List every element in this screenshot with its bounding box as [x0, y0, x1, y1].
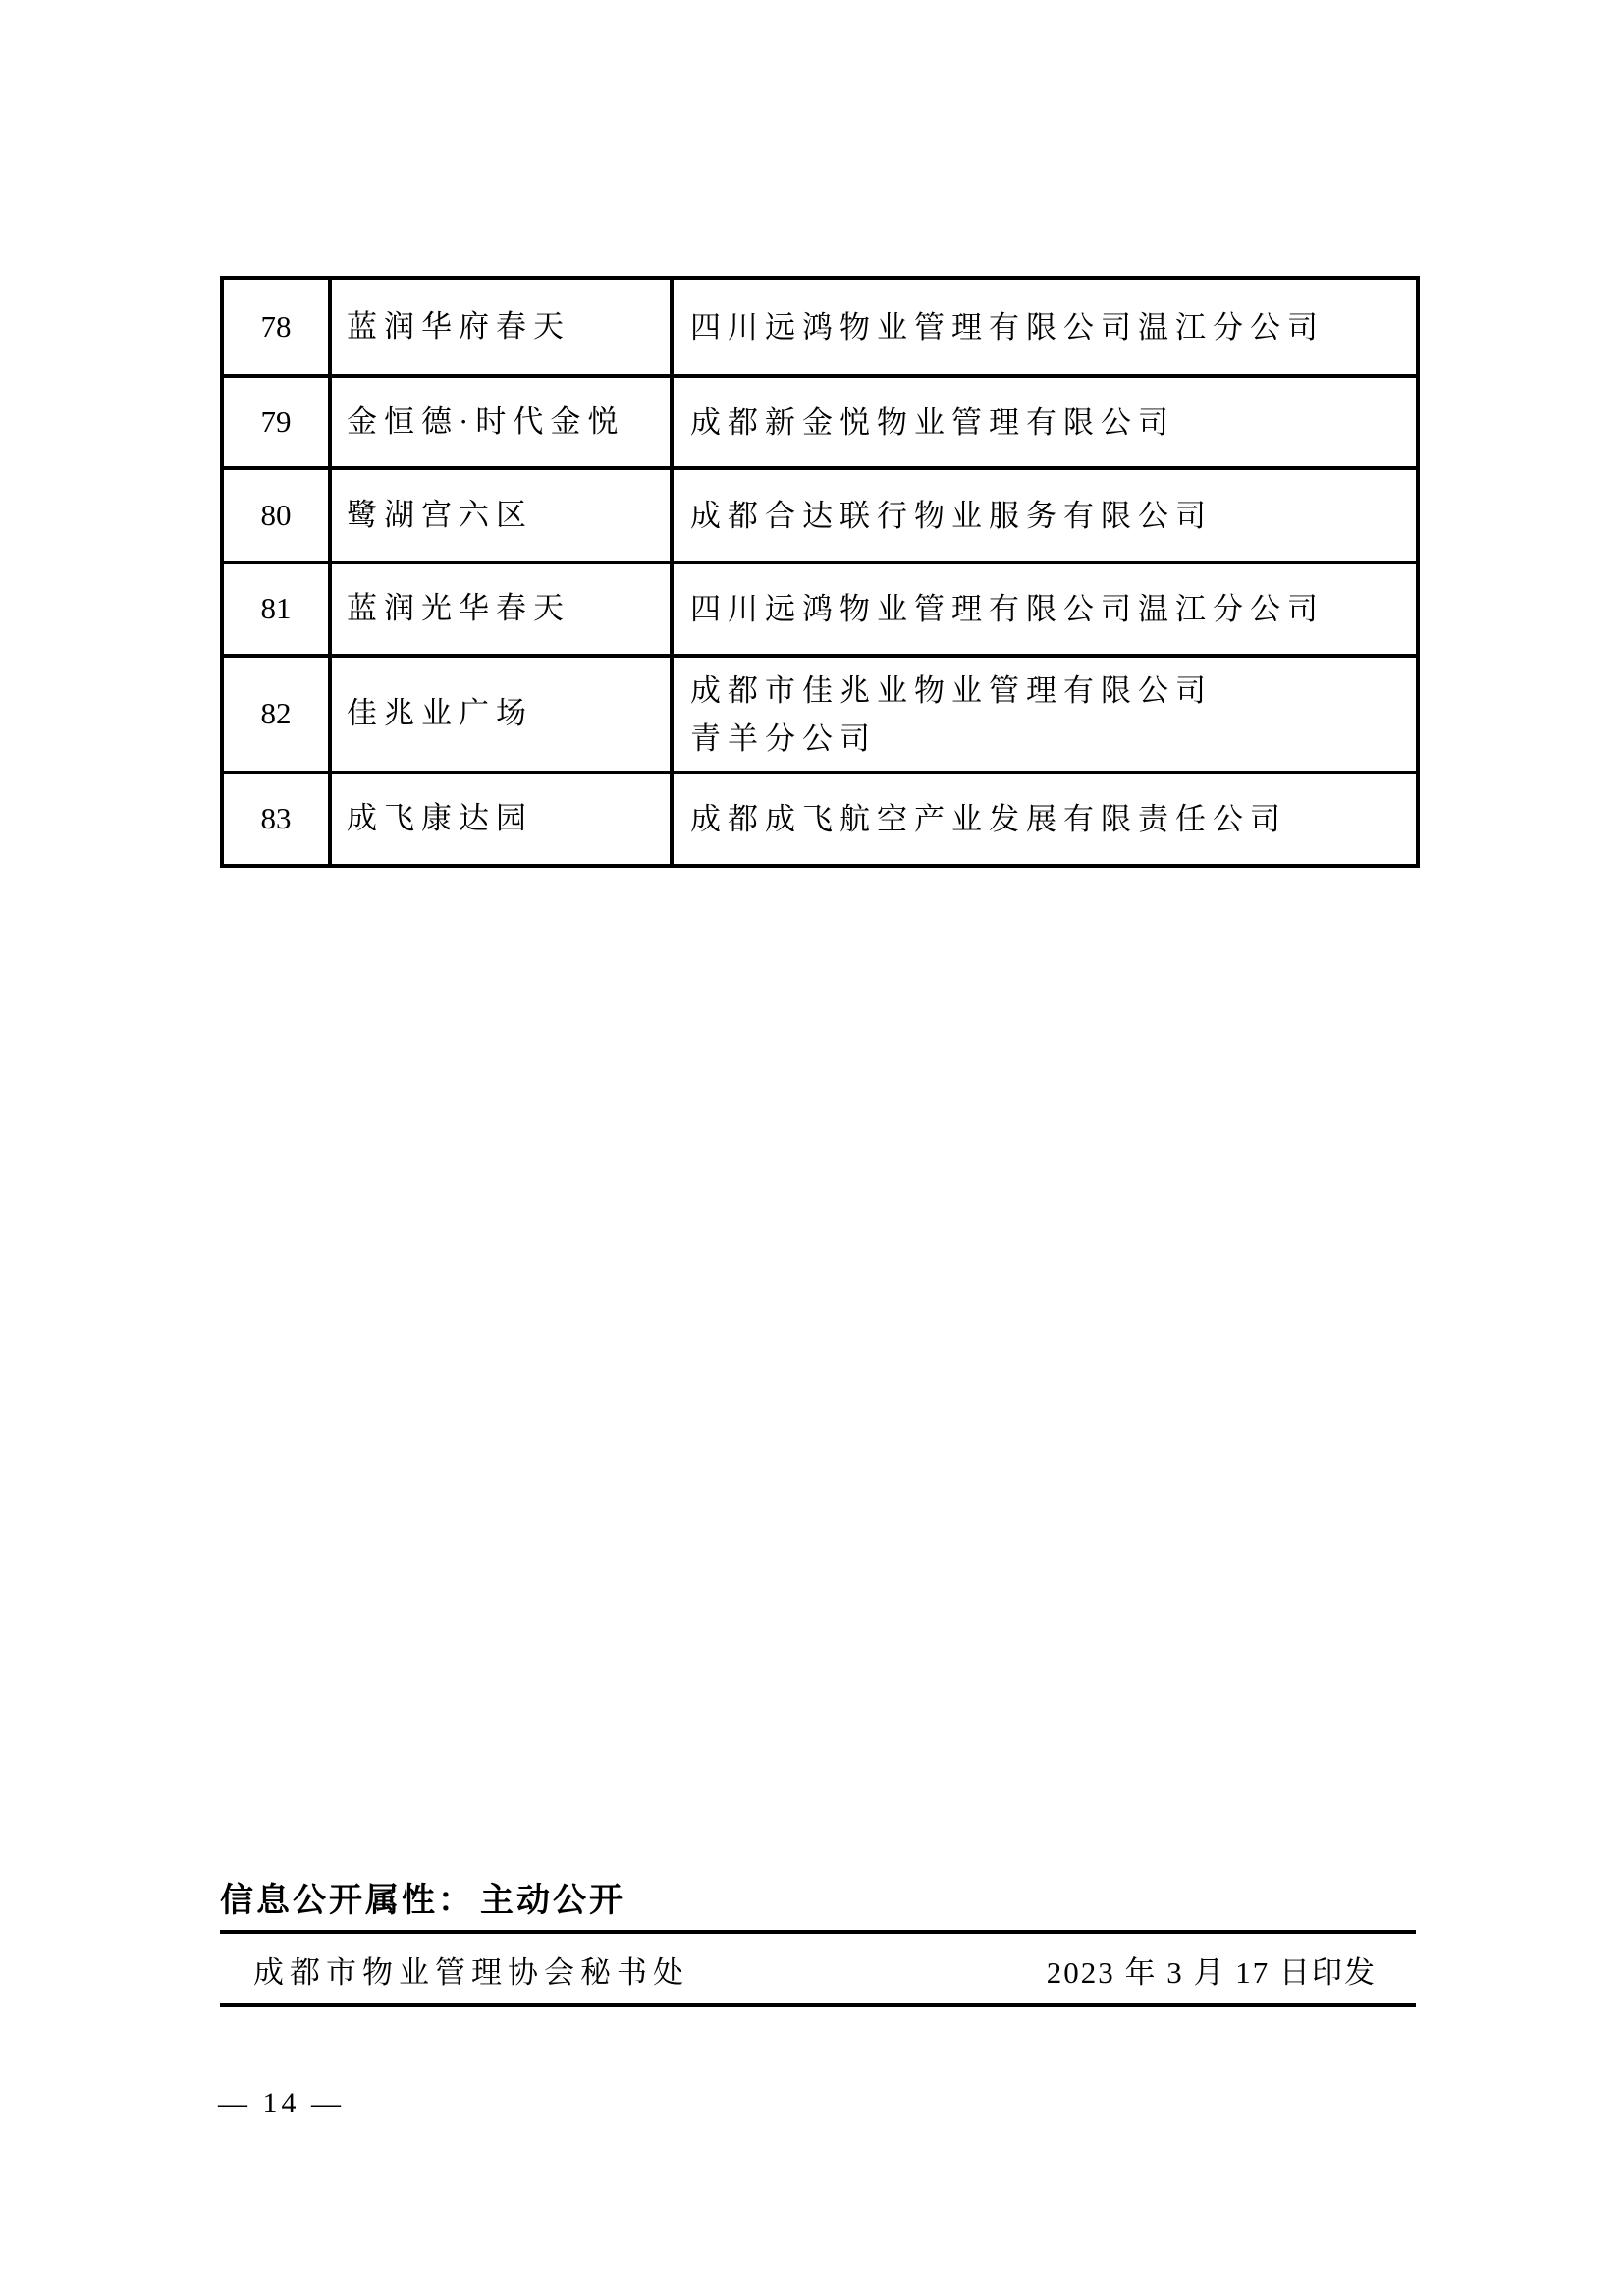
company-line: 四川远鸿物业管理有限公司温江分公司: [690, 592, 1325, 626]
table-row: [222, 376, 1418, 468]
row-number: 79: [222, 376, 330, 468]
property-name: 蓝润华府春天: [330, 278, 672, 376]
row-number: 82: [222, 656, 330, 773]
property-name: 鹭湖宫六区: [330, 468, 672, 562]
company-name: [672, 278, 1418, 376]
row-number: 78: [222, 278, 330, 376]
table-row: [222, 468, 1418, 562]
footer-rule-top: [220, 1930, 1416, 1934]
table-row: [222, 562, 1418, 656]
property-name: 金恒德·时代金悦: [330, 376, 672, 468]
table-row: [222, 278, 1418, 376]
table-row: [222, 656, 1418, 773]
footer-rule-bottom: [220, 2003, 1416, 2007]
company-name: [672, 656, 1418, 773]
issuer-name: 成都市物业管理协会秘书处: [253, 1954, 689, 1990]
company-line: 成都成飞航空产业发展有限责任公司: [690, 802, 1287, 836]
issuer-row: [220, 1938, 1416, 2001]
property-name: 蓝润光华春天: [330, 562, 672, 656]
company-line: 青羊分公司: [690, 721, 877, 756]
disclosure-value: 主动公开: [480, 1883, 625, 1919]
property-name: 成飞康达园: [330, 773, 672, 866]
company-name: [672, 468, 1418, 562]
disclosure-label: 信息公开属性：: [220, 1882, 474, 1919]
disclosure-attribute: [220, 1873, 625, 1921]
page-number: — 14 —: [218, 2087, 345, 2119]
issue-date: 2023 年 3 月 17 日印发: [1046, 1954, 1377, 1990]
row-number: 81: [222, 562, 330, 656]
company-line: 成都市佳兆业物业管理有限公司: [690, 672, 1213, 708]
company-name: [672, 562, 1418, 656]
company-line: 成都新金悦物业管理有限公司: [690, 404, 1175, 440]
company-line: 四川远鸿物业管理有限公司温江分公司: [690, 309, 1325, 345]
company-name: [672, 773, 1418, 866]
property-roster-table: [220, 276, 1420, 868]
table-row: [222, 773, 1418, 866]
row-number: 83: [222, 773, 330, 866]
row-number: 80: [222, 468, 330, 562]
company-line: 成都合达联行物业服务有限公司: [690, 498, 1213, 533]
company-name: [672, 376, 1418, 468]
property-name: 佳兆业广场: [330, 656, 672, 773]
